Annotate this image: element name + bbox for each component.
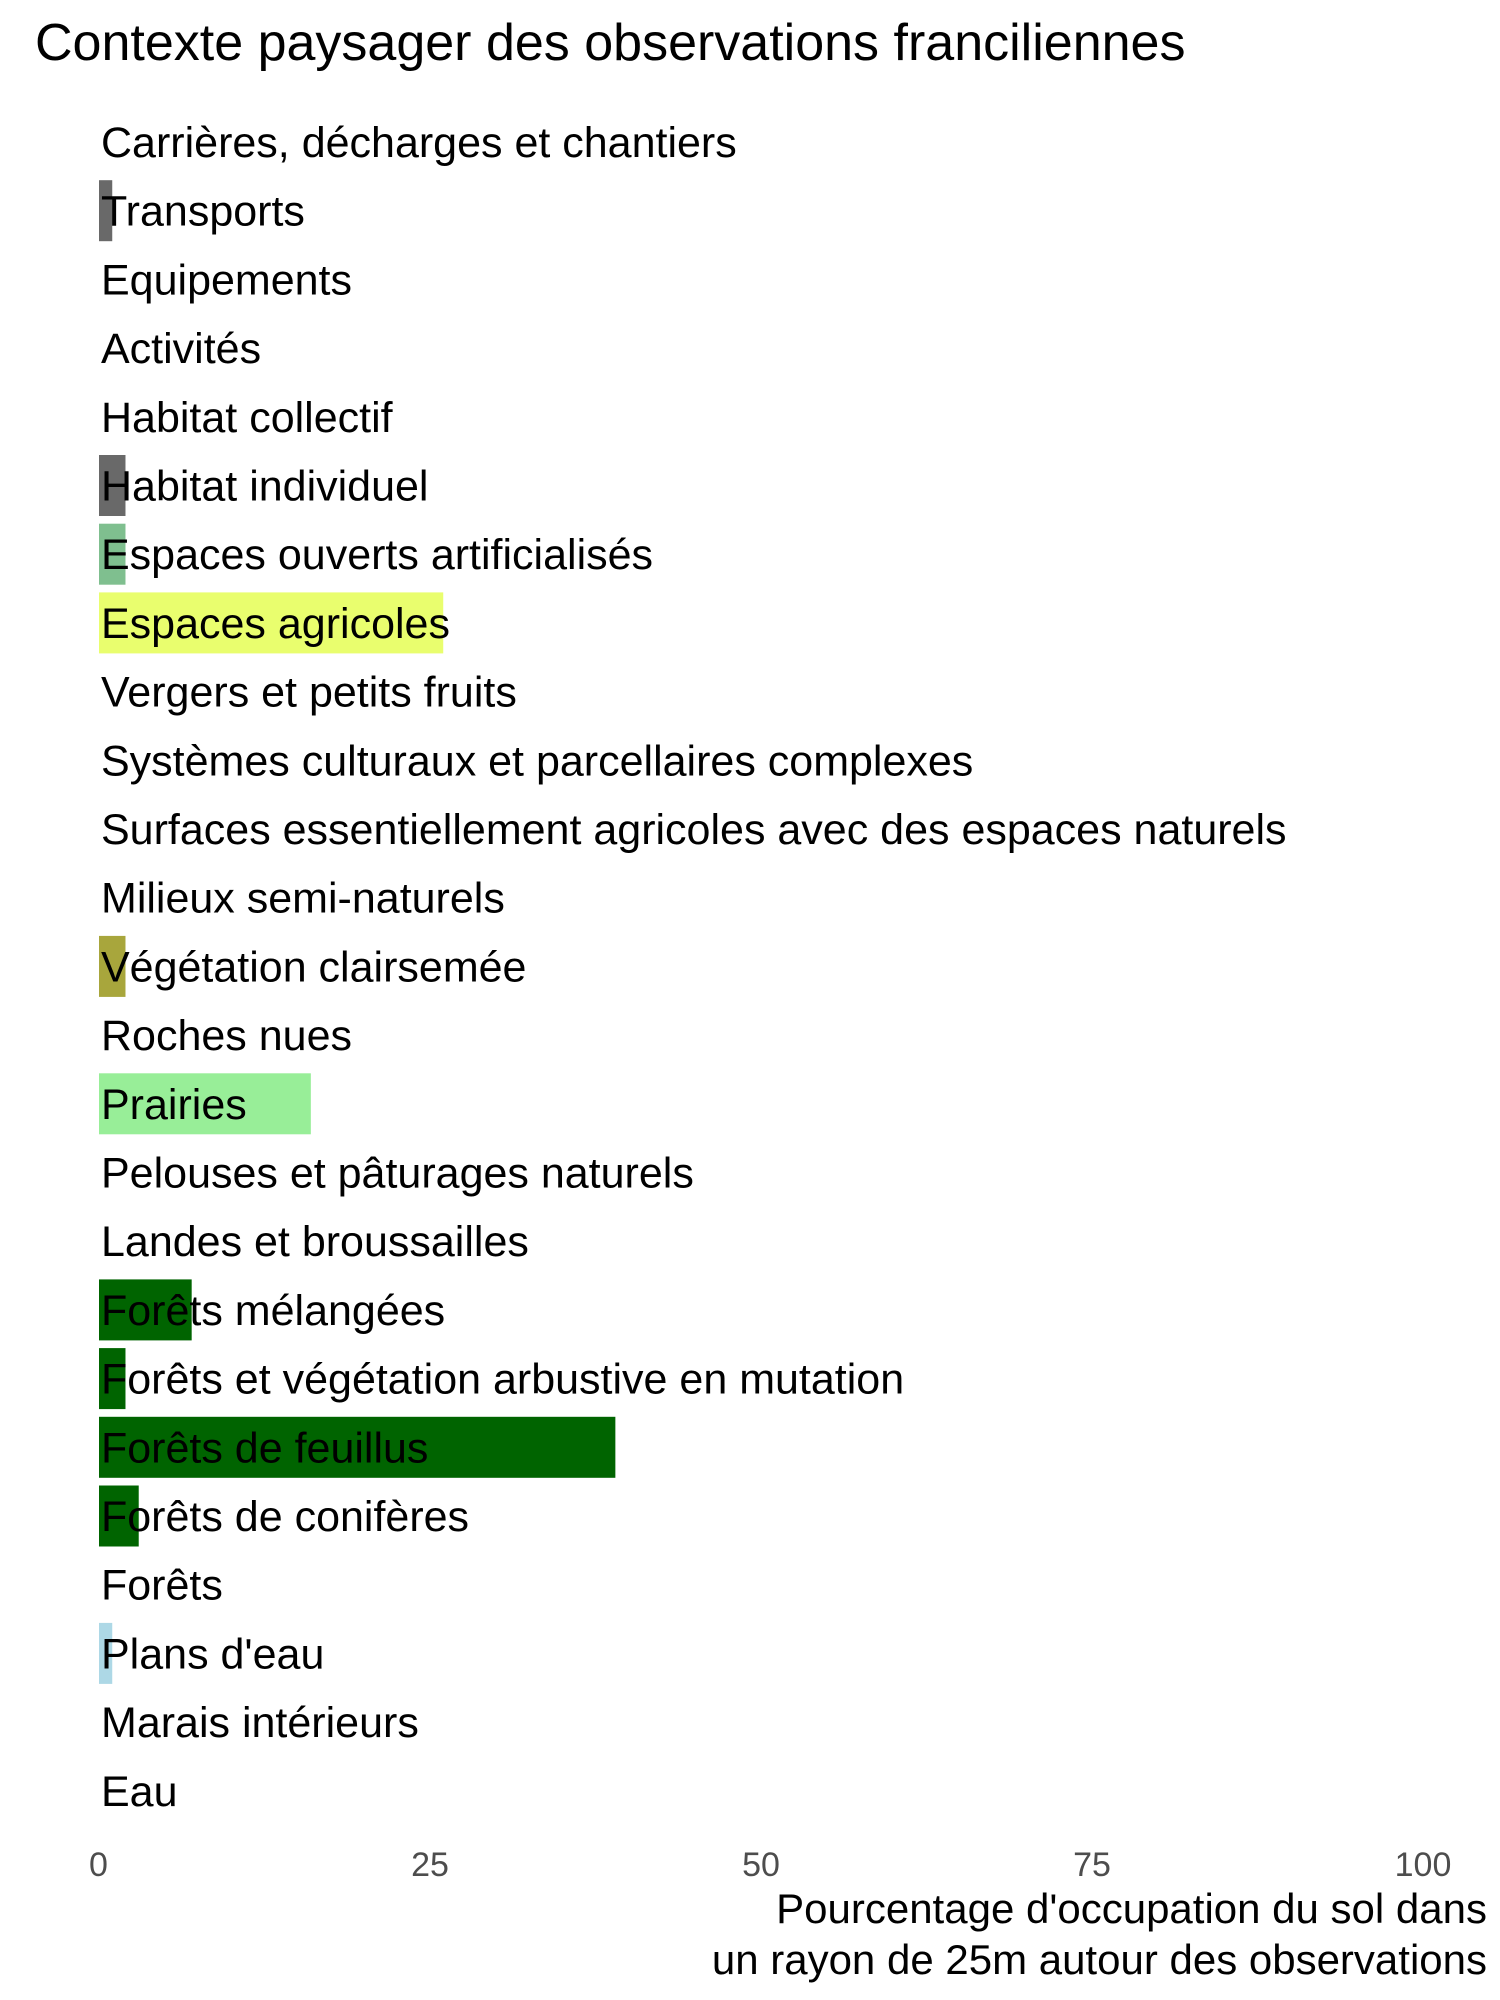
- category-label-habitat-collectif: Habitat collectif: [101, 393, 393, 442]
- x-tick-label-75: 75: [1073, 1846, 1111, 1884]
- category-label-prairies: Prairies: [101, 1080, 247, 1129]
- category-label-transports: Transports: [101, 187, 305, 236]
- x-tick-label-0: 0: [89, 1846, 108, 1884]
- x-tick-label-25: 25: [411, 1846, 449, 1884]
- category-label-pelouses-et-paturages-naturels: Pelouses et pâturages naturels: [101, 1149, 694, 1198]
- category-label-equipements: Equipements: [101, 256, 352, 305]
- category-label-systemes-culturaux-et-parcellaires-complexes: Systèmes culturaux et parcellaires complexes: [101, 737, 974, 786]
- category-label-vegetation-clairsemee: Végétation clairsemée: [101, 943, 527, 992]
- category-label-milieux-semi-naturels: Milieux semi-naturels: [101, 874, 505, 923]
- category-label-roches-nues: Roches nues: [101, 1012, 352, 1061]
- category-label-plans-d-eau: Plans d'eau: [101, 1630, 325, 1679]
- chart-title: Contexte paysager des observations franciliennes: [35, 14, 1186, 72]
- category-label-espaces-agricoles: Espaces agricoles: [101, 599, 450, 648]
- x-tick-label-50: 50: [742, 1846, 780, 1884]
- category-label-forets-de-coniferes: Forêts de conifères: [101, 1493, 470, 1541]
- category-label-espaces-ouverts-artificialises: Espaces ouverts artificialisés: [101, 531, 654, 580]
- x-axis-title-line-1: Pourcentage d'occupation du sol dans: [776, 1885, 1487, 1932]
- x-tick-label-100: 100: [1394, 1846, 1452, 1884]
- category-label-vergers-et-petits-fruits: Vergers et petits fruits: [101, 668, 517, 717]
- category-label-forets: Forêts: [101, 1561, 223, 1610]
- category-label-forets-de-feuillus: Forêts de feuillus: [101, 1424, 429, 1473]
- category-label-eau: Eau: [101, 1767, 178, 1816]
- category-label-forets-et-vegetation-arbustive-en-mutation: Forêts et végétation arbustive en mutation: [101, 1355, 905, 1404]
- category-label-surfaces-essentiellement-agricoles-avec-des-espaces-naturels: Surfaces essentiellement agricoles avec des espaces naturels: [101, 806, 1287, 854]
- category-label-activites: Activités: [101, 325, 262, 374]
- category-label-landes-et-broussailles: Landes et broussailles: [101, 1218, 529, 1267]
- category-label-habitat-individuel: Habitat individuel: [101, 462, 429, 511]
- category-label-forets-melangees: Forêts mélangées: [101, 1286, 446, 1335]
- category-label-marais-interieurs: Marais intérieurs: [101, 1699, 419, 1748]
- category-label-carrieres-decharges-et-chantiers: Carrières, décharges et chantiers: [101, 119, 737, 167]
- x-axis-ticks: [89, 1846, 1451, 1884]
- x-axis-title-line-2: un rayon de 25m autour des observations: [711, 1936, 1487, 1983]
- category-labels: [101, 119, 1287, 1816]
